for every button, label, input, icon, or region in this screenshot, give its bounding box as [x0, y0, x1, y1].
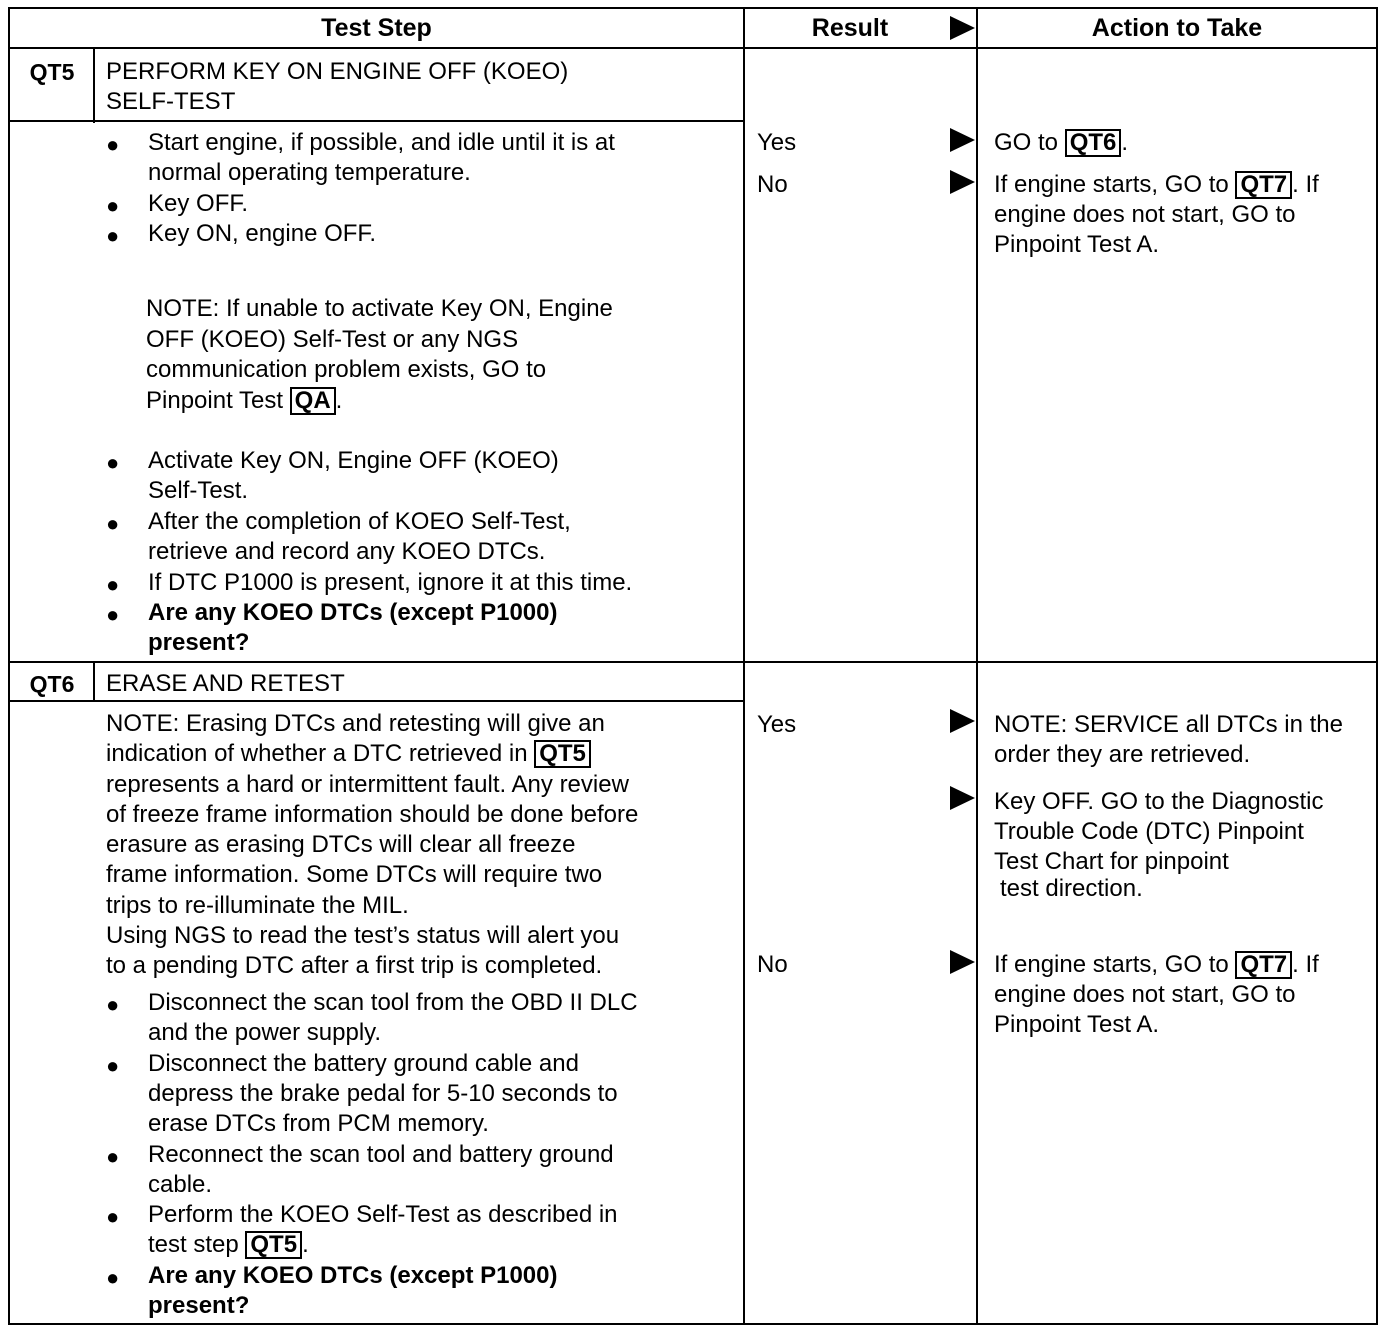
qt5-step-reference: QT5 — [245, 1231, 302, 1259]
bullet-icon: ● — [106, 511, 120, 536]
qt6-title: ERASE AND RETEST — [106, 670, 345, 697]
qt6-note: NOTE: Erasing DTCs and retesting will give an indication of whether a DTC retrieved in QT5 represents a hard or intermittent fault. Any review of freeze frame information should be done before erasure as erasing DTCs will clear all freeze frame information. Some DTCs will require two trips to re-illuminate the MIL. Using NGS to read the test’s status will alert you to a pending DTC after a first trip is completed. — [106, 710, 639, 980]
table-right-border — [1376, 7, 1378, 1325]
bullet-icon: ● — [106, 1053, 120, 1078]
qt5-result-yes: Yes — [757, 129, 797, 156]
qt5-action-yes: GO to QT6 . — [994, 129, 1129, 156]
test-step-column-divider — [743, 7, 745, 1325]
arrow-icon — [950, 170, 975, 194]
qt6-action-no: If engine starts, GO to QT7 . If engine does not start, GO to Pinpoint Test A. — [994, 951, 1319, 1038]
qt7-step-reference: QT7 — [1235, 171, 1292, 199]
qt5-bullet-1: Start engine, if possible, and idle until it is at normal operating temperature. — [148, 129, 615, 186]
qt5-bottom-border — [8, 661, 1378, 663]
bullet-icon: ● — [106, 602, 120, 627]
qt6-title-bottom-border — [8, 700, 744, 702]
qt6-bullet-4: Perform the KOEO Self-Test as described in test step QT5 . — [148, 1201, 618, 1258]
qa-step-reference: QA — [290, 387, 336, 415]
qt6-bullet-1: Disconnect the scan tool from the OBD II DLC and the power supply. — [148, 989, 638, 1046]
arrow-icon — [950, 709, 975, 733]
bullet-icon: ● — [106, 1204, 120, 1229]
qt6-result-no: No — [757, 951, 788, 978]
bullet-icon: ● — [106, 992, 120, 1017]
qt5-result-no: No — [757, 171, 788, 198]
bullet-icon: ● — [106, 450, 120, 475]
qt6-result-yes: Yes — [757, 711, 797, 738]
arrow-icon — [950, 950, 975, 974]
table-bottom-border — [8, 1323, 1378, 1325]
qt6-step-id: QT6 — [29, 671, 75, 697]
qt6-action-yes-note: NOTE: SERVICE all DTCs in the order they are retrieved. — [994, 711, 1343, 768]
qt5-bullet-5: After the completion of KOEO Self-Test, retrieve and record any KOEO DTCs. — [148, 508, 571, 565]
arrow-icon — [950, 786, 975, 810]
qt6-bullet-3: Reconnect the scan tool and battery ground cable. — [148, 1141, 614, 1198]
qt5-note: NOTE: If unable to activate Key ON, Engine OFF (KOEO) Self-Test or any NGS communication problem exists, GO to Pinpoint Test QA . — [146, 295, 613, 414]
bullet-icon: ● — [106, 132, 120, 157]
qt6-action-yes: Key OFF. GO to the Diagnostic Trouble Code (DTC) Pinpoint Test Chart for pinpoint test direction. — [994, 788, 1324, 902]
bullet-icon: ● — [106, 223, 120, 248]
qt5-step-id: QT5 — [29, 59, 75, 85]
header-result: Result — [811, 14, 889, 42]
arrow-icon — [950, 128, 975, 152]
header-arrow-icon — [950, 16, 975, 40]
qt5-bullet-2: Key OFF. — [148, 190, 249, 217]
qt7-step-reference: QT7 — [1235, 951, 1292, 979]
qt6-step-reference: QT6 — [1065, 129, 1122, 157]
qt6-question: Are any KOEO DTCs (except P1000) present? — [148, 1262, 558, 1319]
qt6-bullet-2: Disconnect the battery ground cable and depress the brake pedal for 5-10 seconds to erase DTCs from PCM memory. — [148, 1050, 618, 1137]
qt5-title-line: SELF-TEST — [106, 88, 236, 115]
qt5-title-bottom-border — [8, 120, 744, 122]
table-left-border — [8, 7, 10, 1325]
bullet-icon: ● — [106, 1144, 120, 1169]
qt5-action-no: If engine starts, GO to QT7 . If engine does not start, GO to Pinpoint Test A. — [994, 171, 1319, 258]
bullet-icon: ● — [106, 1265, 120, 1290]
header-test-step: Test Step — [321, 14, 432, 42]
qt5-bullet-6: If DTC P1000 is present, ignore it at this time. — [148, 569, 633, 596]
qt5-title — [106, 57, 736, 117]
bullet-icon: ● — [106, 193, 120, 218]
qt5-step-reference: QT5 — [534, 740, 591, 768]
qt5-question: Are any KOEO DTCs (except P1000) present? — [148, 599, 558, 656]
result-column-divider — [976, 7, 978, 1325]
qt5-title-line: PERFORM KEY ON ENGINE OFF (KOEO) — [106, 58, 569, 85]
qt5-bullet-3: Key ON, engine OFF. — [148, 220, 377, 247]
bullet-icon: ● — [106, 572, 120, 597]
qt5-bullet-4: Activate Key ON, Engine OFF (KOEO) Self-Test. — [148, 447, 559, 504]
header-action: Action to Take — [1091, 14, 1263, 42]
